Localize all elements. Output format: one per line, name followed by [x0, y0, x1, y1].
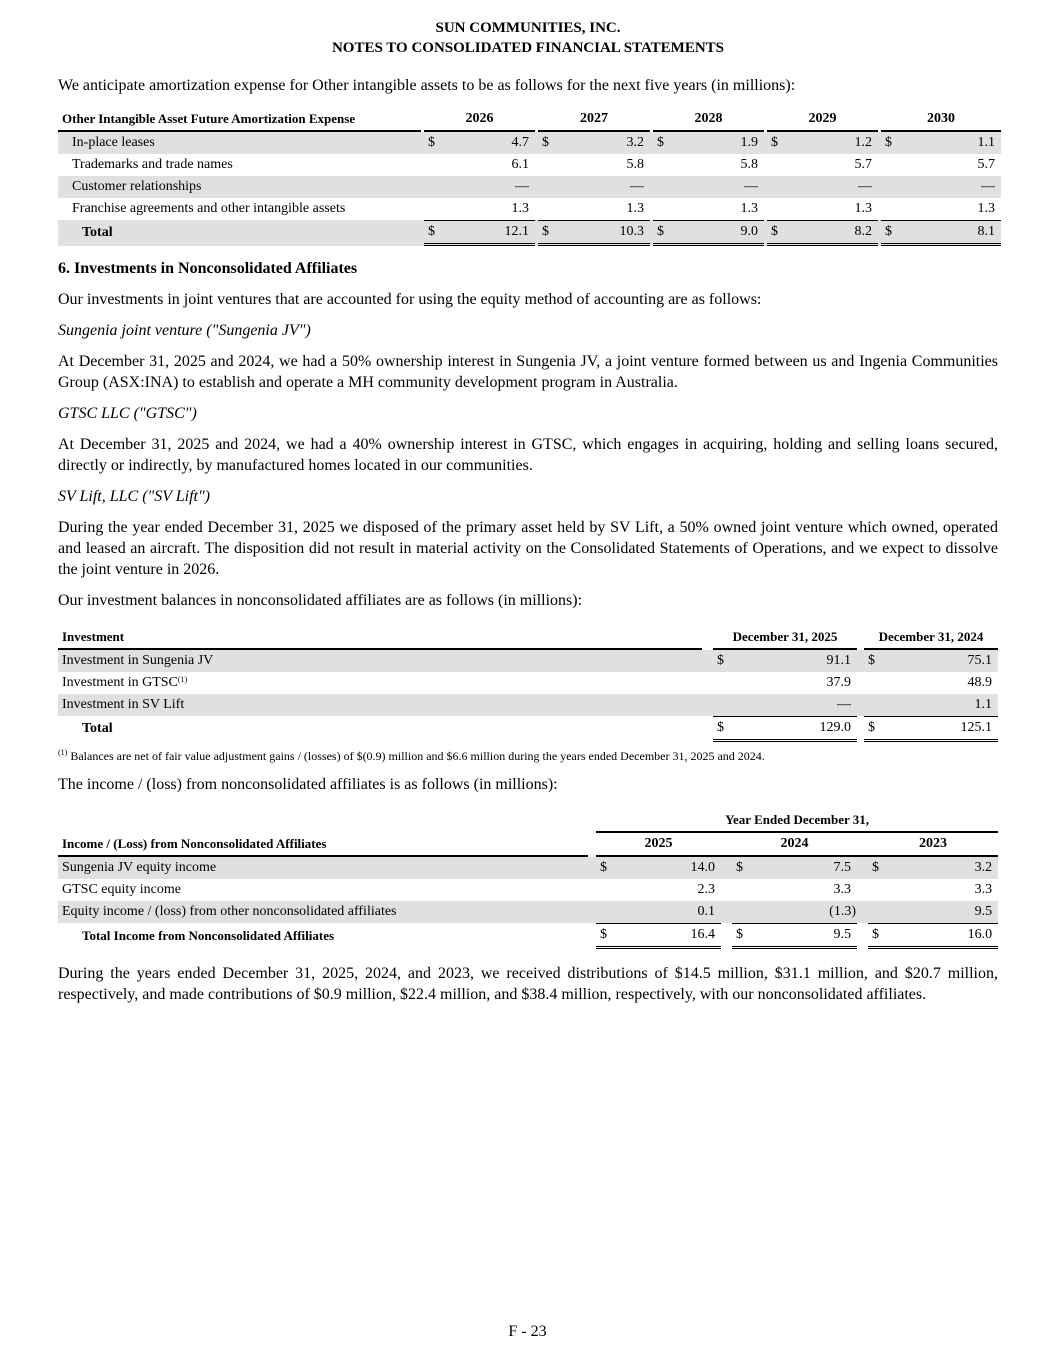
group-header: Year Ended December 31,	[596, 809, 998, 833]
income-group-header-row	[58, 809, 998, 833]
year-header: 2024	[732, 833, 857, 857]
investment-col-label: Investment	[58, 626, 702, 650]
paragraph-income: The income / (loss) from nonconsolidated affiliates is as follows (in millions):	[58, 776, 558, 793]
income-header-row	[58, 833, 998, 857]
page-number: F - 23	[508, 1323, 547, 1340]
paragraph-svlift: During the year ended December 31, 2025 we disposed of the primary asset held by SV Lift, a 50% owned joint venture which owned, operated and leased an aircraft. The disposition did not result in material activity on the Consolidated Statements of Operations, and we expect to dissolve the joint venture in 2026.	[58, 519, 998, 578]
paragraph-gtsc: At December 31, 2025 and 2024, we had a 40% ownership interest in GTSC, which engages in acquiring, holding and selling loans secured, directly or indirectly, by manufactured homes located in our communities.	[58, 436, 998, 474]
page-subtitle: NOTES TO CONSOLIDATED FINANCIAL STATEMENTS	[331, 40, 725, 56]
income-table	[58, 809, 998, 949]
investment-header-row	[58, 626, 998, 650]
table-row: Trademarks and trade names 6.1 5.8 5.8 5.7 5.7	[72, 157, 995, 172]
table-row: GTSC equity income 2.3 3.3 3.3	[62, 882, 993, 897]
total-row: Total Income from Nonconsolidated Affiliates $ 16.4 $ 9.5 $ 16.0	[58, 923, 998, 949]
amortization-title: Other Intangible Asset Future Amortization Expense	[58, 108, 421, 132]
table-row: In-place leases $ 4.7 $ 3.2 $ 1.9 $ 1.2 $ 1.1	[58, 132, 1001, 154]
year-header: 2027	[538, 108, 650, 132]
year-header: 2023	[868, 833, 998, 857]
paragraph-closing: During the years ended December 31, 2025, 2024, and 2023, we received distributions of $14.5 million, $31.1 million, and $20.7 million, respectively, and made contributions of $0.9 million, $22.4 million, and $38.4 million, respectively, with our nonconsolidated affiliates.	[58, 965, 998, 1003]
year-header: 2029	[767, 108, 878, 132]
column-header: December 31, 2024	[864, 626, 998, 650]
table-row: Franchise agreements and other intangible assets 1.3 1.3 1.3 1.3 1.3	[72, 201, 995, 216]
table-row: Sungenia JV equity income $ 14.0 $ 7.5 $ 3.2	[58, 857, 998, 879]
column-header: December 31, 2025	[713, 626, 857, 650]
paragraph-sungenia: At December 31, 2025 and 2024, we had a 50% ownership interest in Sungenia JV, a joint venture formed between us and Ingenia Communities Group (ASX:INA) to establish and operate a MH community development program in Australia.	[58, 353, 998, 391]
total-row: Total $ 129.0 $ 125.1	[58, 716, 998, 742]
subheading-gtsc: GTSC LLC ("GTSC")	[58, 405, 197, 422]
paragraph: Our investments in joint ventures that are accounted for using the equity method of accounting are as follows:	[58, 291, 762, 308]
footnote: $^{(1)}$ Balances are net of fair value adjustment gains / (losses) of $(0.9) million and $6.6 million during the years ended December 31, 2025 and 2024.	[58, 748, 765, 763]
amortization-intro: We anticipate amortization expense for Other intangible assets to be as follows for the next five years (in millions):	[58, 77, 796, 94]
table-row: Equity income / (loss) from other nonconsolidated affiliates 0.1 (1.3) 9.5	[58, 901, 998, 923]
company-name: SUN COMMUNITIES, INC.	[435, 20, 621, 36]
year-header: 2025	[596, 833, 721, 857]
page-content	[58, 18, 998, 1005]
table-row: Investment in GTSC$^{(1)}$ 37.9 48.9	[62, 675, 992, 690]
amortization-header-row	[58, 108, 1001, 132]
subheading-svlift: SV Lift, LLC ("SV Lift")	[58, 488, 210, 505]
amortization-table	[58, 108, 1001, 246]
year-header: 2026	[424, 108, 535, 132]
table-row: Customer relationships — — — — —	[58, 176, 1001, 198]
year-header: 2028	[653, 108, 764, 132]
section-heading: 6. Investments in Nonconsolidated Affiliates	[58, 260, 358, 277]
table-row: Investment in SV Lift — 1.1	[58, 694, 998, 716]
total-row: Total $ 12.1 $ 10.3 $ 9.0 $ 8.2 $ 8.1	[58, 220, 1001, 246]
income-col-label: Income / (Loss) from Nonconsolidated Affiliates	[58, 833, 588, 857]
paragraph-balances: Our investment balances in nonconsolidated affiliates are as follows (in millions):	[58, 592, 583, 609]
investment-table	[58, 626, 998, 742]
footnote-marker: (1)	[177, 675, 188, 684]
year-header: 2030	[881, 108, 1001, 132]
table-row: Investment in Sungenia JV $ 91.1 $ 75.1	[58, 650, 998, 672]
subheading-sungenia: Sungenia joint venture ("Sungenia JV")	[58, 322, 311, 339]
